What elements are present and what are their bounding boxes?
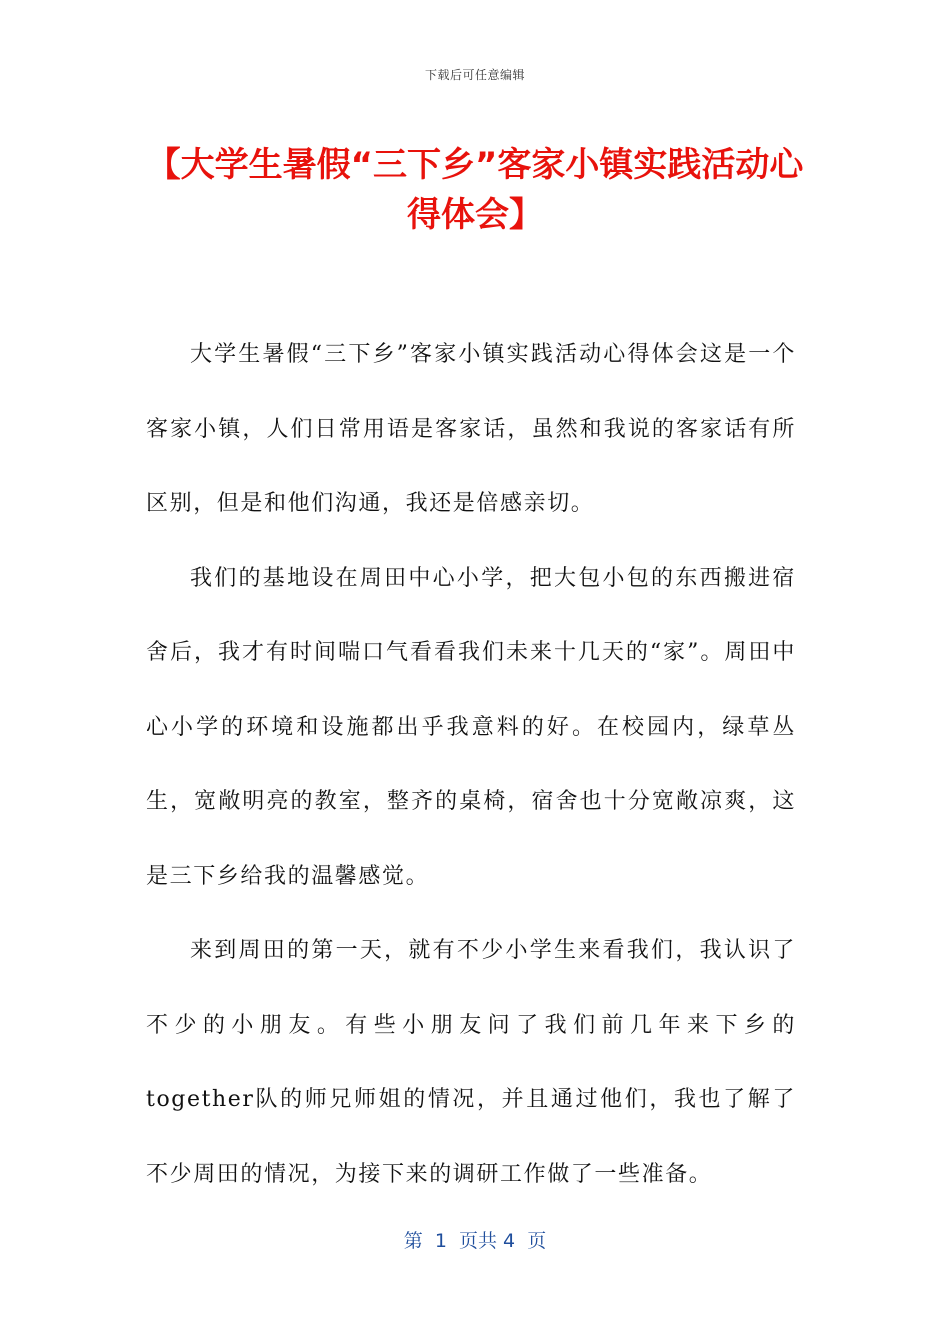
paragraph-3: 来到周田的第一天，就有不少小学生来看我们，我认识了不少的小朋友。有些小朋友问了我们前几年来下乡的together队的师兄师姐的情况，并且通过他们，我也了解了不少周田的情况，为接下来的调研工作做了一些准备。 [146, 938, 796, 1187]
paragraph-1: 大学生暑假“三下乡”客家小镇实践活动心得体会这是一个客家小镇，人们日常用语是客家话，虽然和我说的客家话有所区别，但是和他们沟通，我还是倍感亲切。 [146, 342, 796, 516]
document-title: 【大学生暑假“三下乡”客家小镇实践活动心得体会】 [146, 145, 804, 235]
paragraph-2: 我们的基地设在周田中心小学，把大包小包的东西搬进宿舍后，我才有时间喘口气看看我们未来十几天的“家”。周田中心小学的环境和设施都出乎我意料的好。在校园内，绿草丛生，宽敞明亮的教室，整齐的桌椅，宿舍也十分宽敞凉爽，这是三下乡给我的温馨感觉。 [146, 565, 796, 889]
document-body [146, 318, 796, 1212]
header-note: 下载后可任意编辑 [424, 68, 525, 82]
page-number-footer: 第 1 页共 4 页 [403, 1230, 547, 1252]
